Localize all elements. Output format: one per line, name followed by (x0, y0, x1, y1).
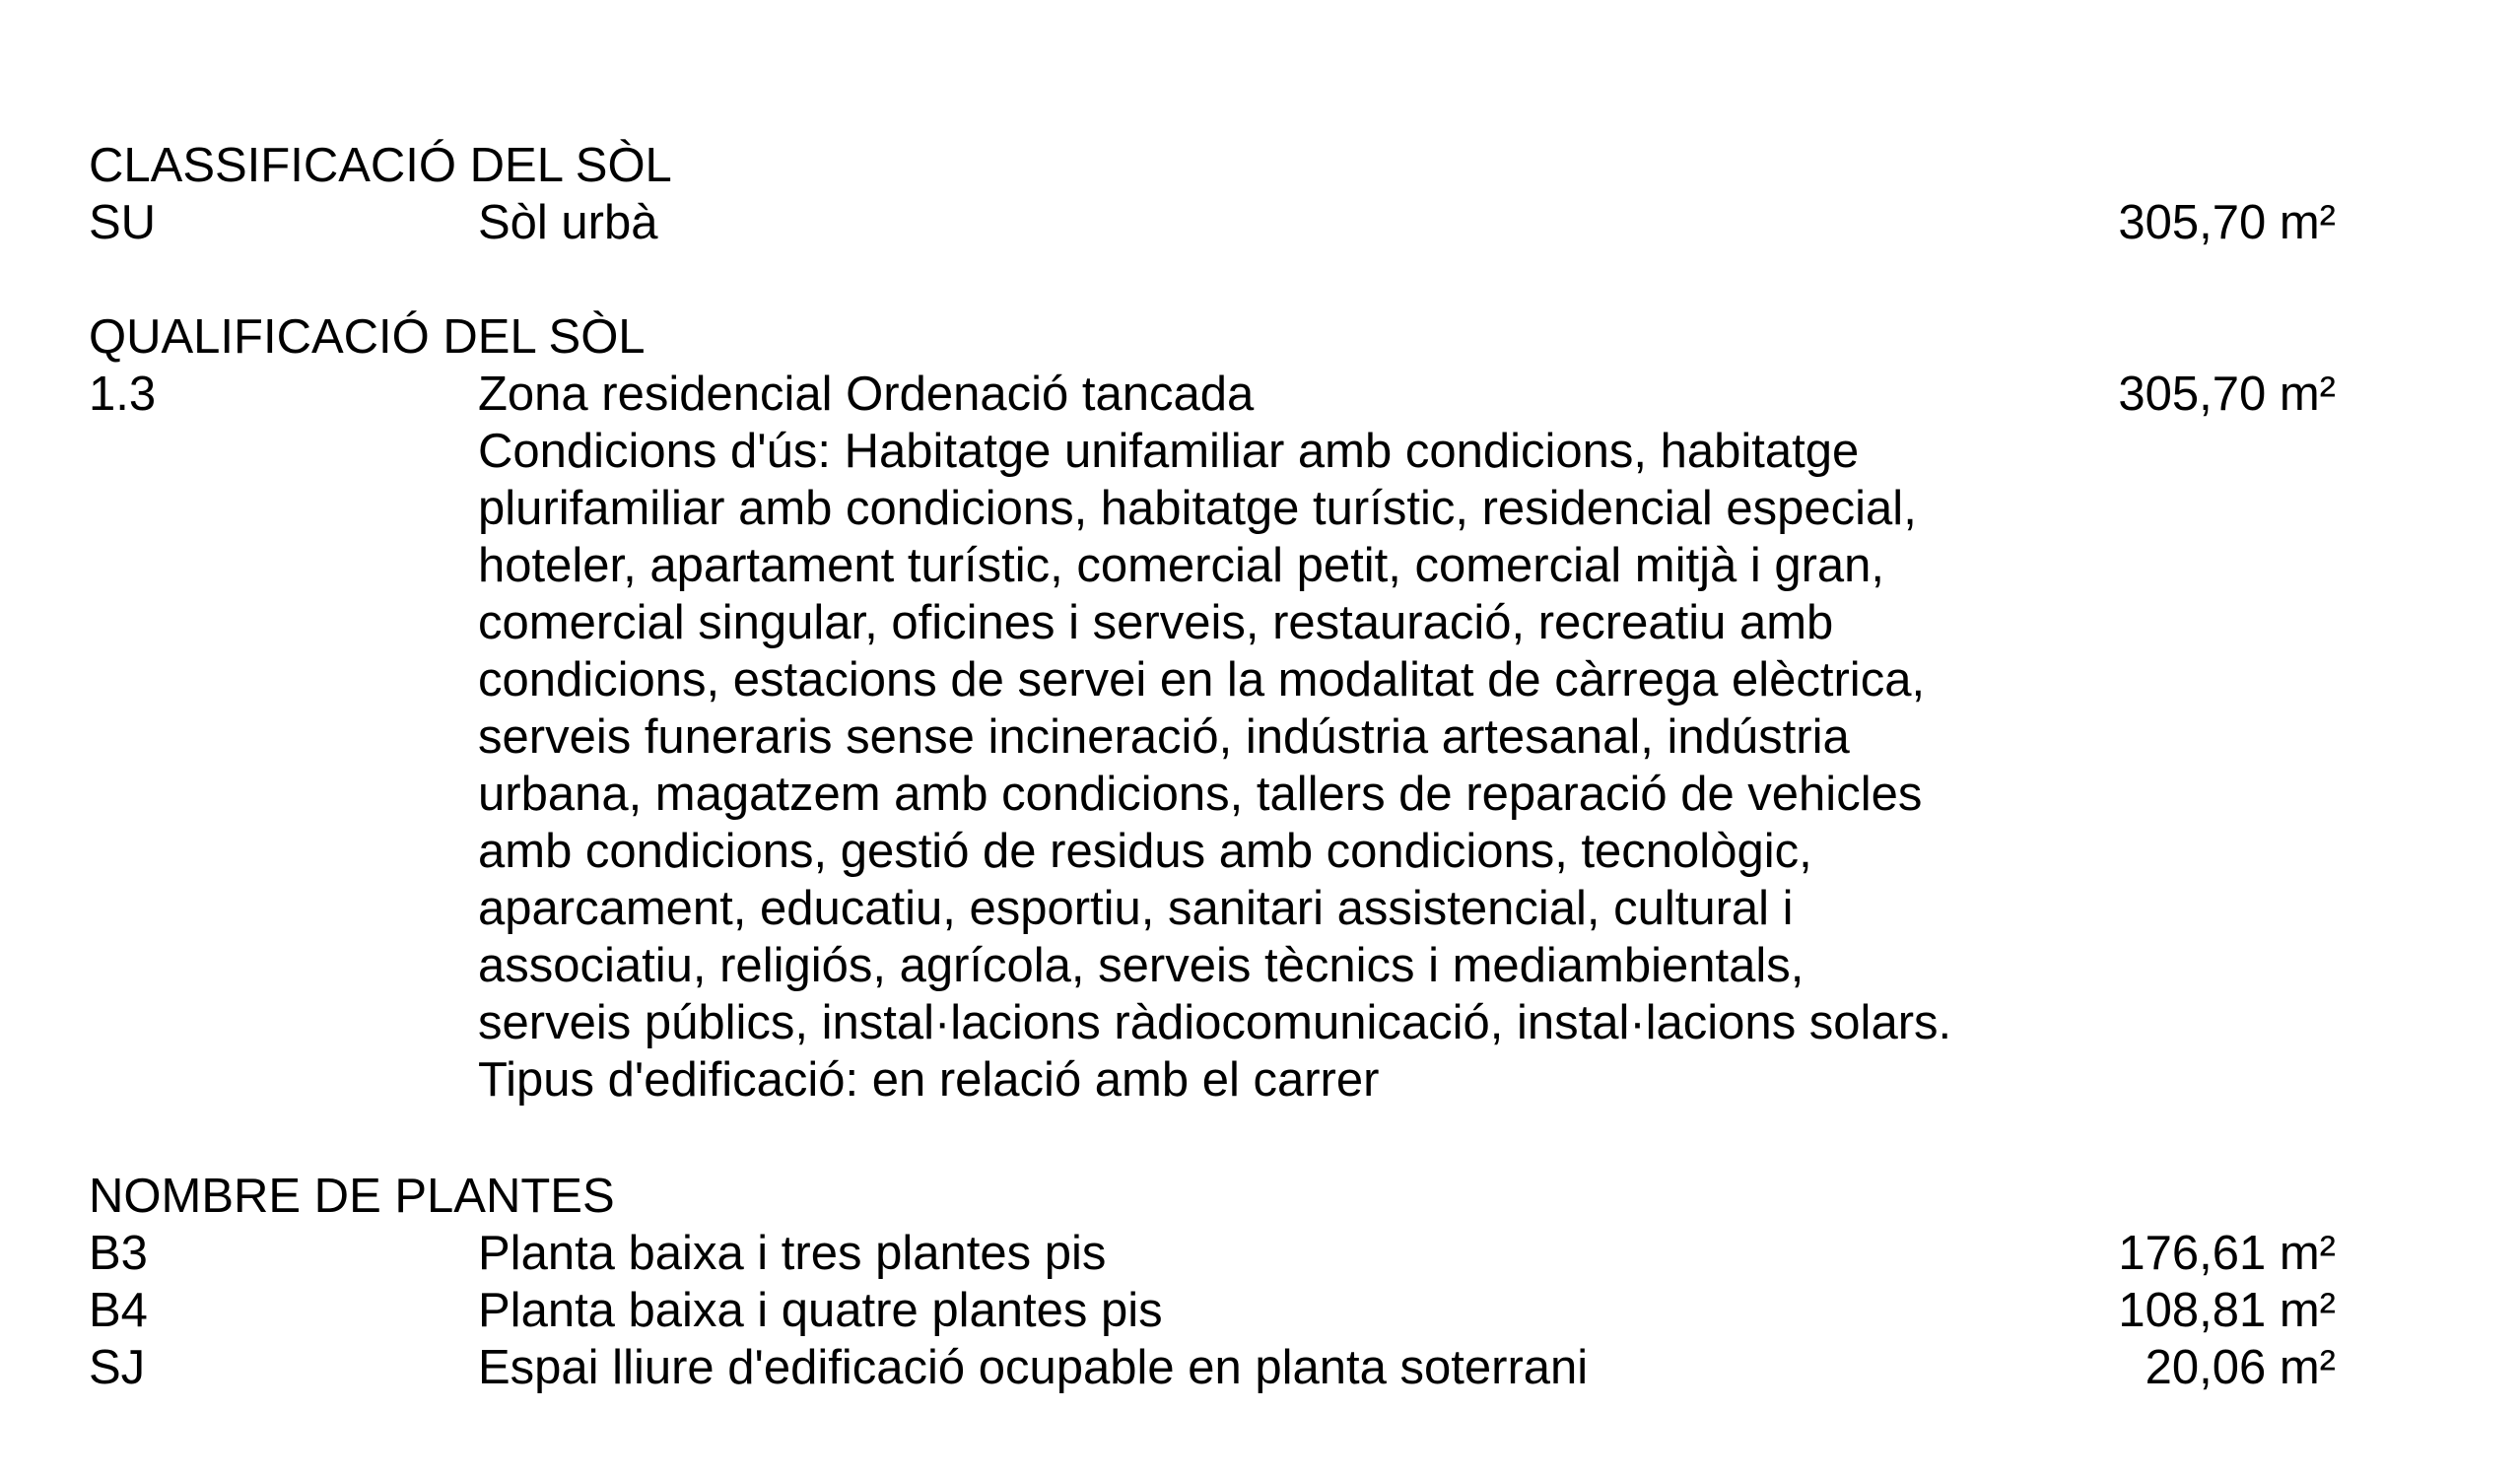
plantes-row (89, 1282, 2336, 1339)
row-code: B4 (89, 1284, 148, 1337)
conditions-line: serveis funeraris sense incineració, indústria artesanal, indústria (478, 710, 1850, 764)
plantes-row (89, 1339, 2336, 1396)
conditions-line: condicions, estacions de servei en la modalitat de càrrega elèctrica, (478, 653, 1926, 706)
row-code: SJ (89, 1341, 146, 1394)
conditions-paragraph (478, 423, 2173, 1108)
row-area: 176,61 m² (2118, 1227, 2336, 1280)
row-code: B3 (89, 1227, 148, 1280)
conditions-line: urbana, magatzem amb condicions, tallers de reparació de vehicles (478, 768, 1923, 821)
qualificacio-section (89, 308, 2336, 1108)
conditions-line: serveis públics, instal·lacions ràdiocomunicació, instal·lacions solars. (478, 996, 1952, 1049)
conditions-line: plurifamiliar amb condicions, habitatge turístic, residencial especial, (478, 482, 1917, 535)
conditions-line: amb condicions, gestió de residus amb condicions, tecnològic, (478, 825, 1812, 878)
conditions-line: comercial singular, oficines i serveis, restauració, recreatiu amb (478, 596, 1834, 649)
row-code: SU (89, 196, 157, 249)
conditions-line: hoteler, apartament turístic, comercial petit, comercial mitjà i gran, (478, 539, 1885, 592)
row-description: Sòl urbà (478, 196, 658, 249)
row-area: 305,70 m² (2118, 196, 2336, 249)
plantes-heading: NOMBRE DE PLANTES (89, 1170, 615, 1223)
row-description: Planta baixa i tres plantes pis (478, 1227, 1107, 1280)
row-area: 20,06 m² (2145, 1341, 2336, 1394)
plantes-row (89, 1225, 2336, 1282)
qualificacio-heading: QUALIFICACIÓ DEL SÒL (89, 310, 646, 364)
row-description: Zona residencial Ordenació tancada (478, 368, 1255, 421)
qualificacio-row (89, 366, 2336, 423)
plantes-section (89, 1168, 2336, 1396)
classificacio-section (89, 137, 2336, 251)
row-description: Espai lliure d'edificació ocupable en planta soterrani (478, 1341, 1589, 1394)
conditions-line: aparcament, educatiu, esportiu, sanitari assistencial, cultural i (478, 882, 1794, 935)
building-type-line: Tipus d'edificació: en relació amb el carrer (478, 1053, 1380, 1107)
classificacio-heading: CLASSIFICACIÓ DEL SÒL (89, 139, 672, 192)
row-area: 305,70 m² (2118, 368, 2336, 421)
row-area: 108,81 m² (2118, 1284, 2336, 1337)
row-code: 1.3 (89, 368, 157, 421)
row-description: Planta baixa i quatre plantes pis (478, 1284, 1163, 1337)
classificacio-row (89, 194, 2336, 251)
conditions-line: associatiu, religiós, agrícola, serveis tècnics i mediambientals, (478, 939, 1805, 992)
conditions-line: Condicions d'ús: Habitatge unifamiliar amb condicions, habitatge (478, 425, 1860, 478)
